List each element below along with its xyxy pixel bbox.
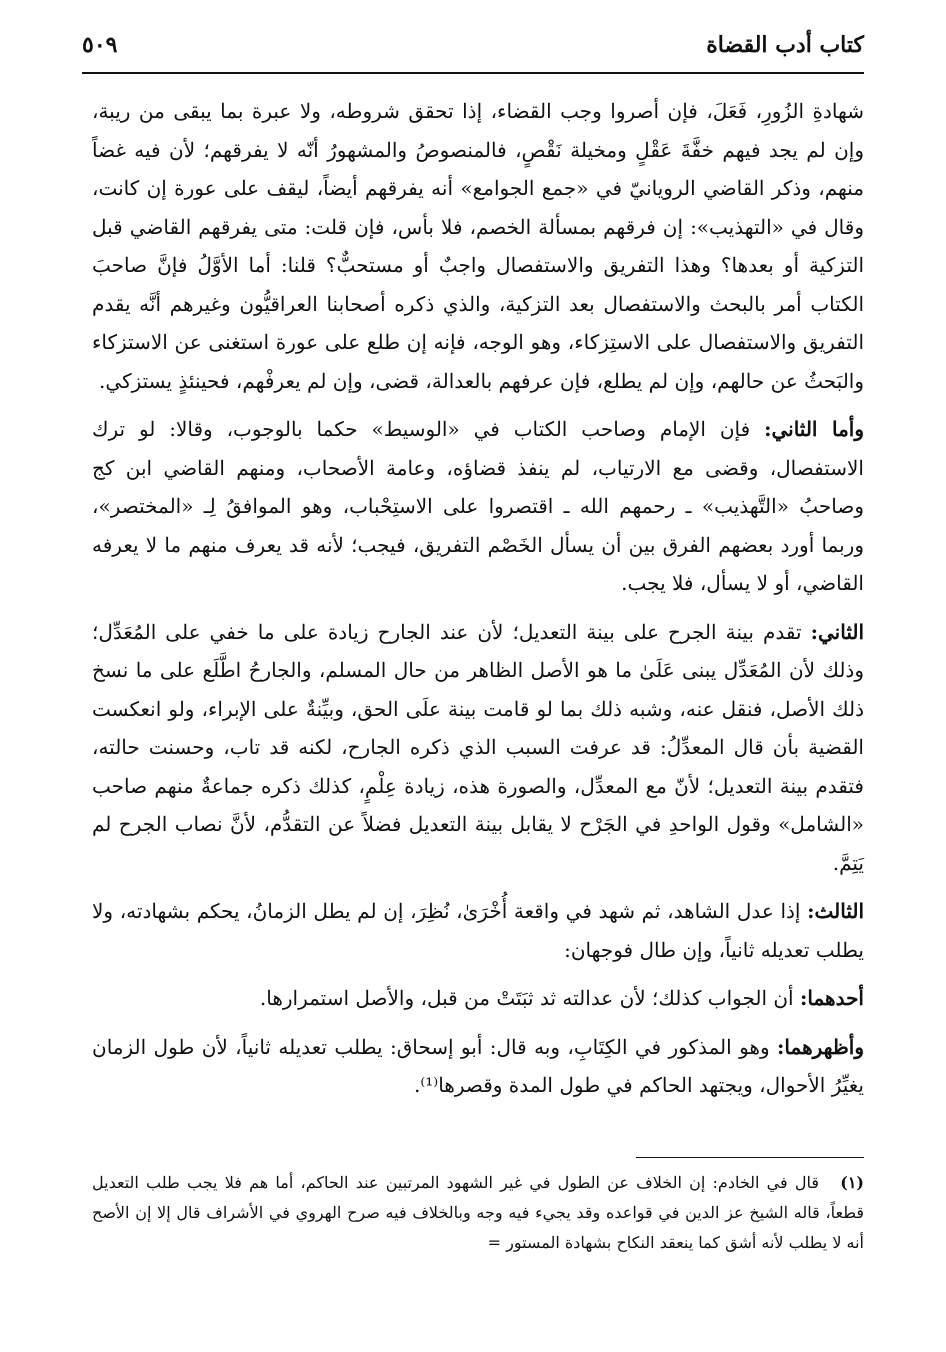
book-title: كتاب أدب القضاة [706,32,864,58]
paragraph-lead: وأظهرهما: [777,1034,865,1059]
paragraph-1 [92,92,864,400]
main-text [92,92,864,1115]
footnote [92,1168,864,1258]
paragraph-3 [92,613,864,883]
paragraph-text: شهادةِ الزُورِ، فَعَلَ، فإن أصروا وجب القضاء، إذا تحقق شروطه، ولا عبرة بما يبقى من ريبة، وإن لم يجد فيهم خفَّةَ عَقْلٍ ومخيلة نَقْصٍ، فالمنصوصُ والمشهورُ أنّه لا يفرقهم؛ لأن فيه غضاً منهم، وذكر القاضي الرويانيّ في «جمع الجوامع» أنه يفرقهم أيضاً، ليقف على عورة إن كانت، وقال في «التهذيب»: إن فرقهم بمسألة الخصم، فلا بأس، فإن قلت: متى يفرقهم القاضي قبل التزكية أو بعدها؟ وهذا التفريق والاستفصال واجبٌ أو مستحبٌّ؟ قلنا: أما الأوَّلُ فإنَّ صاحبَ الكتاب أمر بالبحث والاستفصال بعد التزكية، والذي ذكره أصحابنا العراقيُّون وغيرهم أنَّه يقدم التفريق والاستفصال على الاستِزكاء، وهو الوجه، فإنه إن طلع على عورة استغنى عن الاستزكاء والبَحثُ عن حالهم، وإن لم يطلع، فإن عرفهم بالعدالة، قضى، وإن لم يعرفْهم، فحينئذٍ يستزكي. [92,99,864,393]
paragraph-4 [92,892,864,969]
footnote-text: قال في الخادم: إن الخلاف عن الطول في غير الشهود المرتبين عند الحاكم، أما هم فلا يجب طلب التعديل قطعاً، قاله الشيخ عز الدين في قواعده وقد يجيء فيه وجه وبالخلاف فيه صرح الهروي في الأشراف قال إلا إن الأصح أنه لا يطلب لأنه أشق كما ينعقد النكاح بشهادة المستور = [92,1173,864,1252]
running-header [82,26,864,74]
paragraph-5 [92,979,864,1018]
paragraph-text: أن الجواب كذلك؛ لأن عدالته ثد ثبَتَتْ من قبل، والأصل استمرارها. [259,986,794,1010]
paragraph-lead: وأما الثاني: [764,417,864,441]
footnote-marker: (١) [840,1173,864,1192]
paragraph-text: فإن الإمام وصاحب الكتاب في «الوسيط» حكما بالوجوب، وقالا: لو ترك الاستفصال، وقضى مع الارتياب، لم ينفذ قضاؤه، وعامة الأصحاب، ومنهم القاضي ابن كج وصاحبُ «التَّهذيب» ـ رحمهم الله ـ اقتصروا على الاستِحْباب، وهو الموافقُ لِـ «المختصر»، وربما أورد بعضهم الفرق بين أن يسأل الخَصْم التفريق، فيجب؛ لأنه قد يعرف منهم ما لا يعرفه القاضي، أو لا يسأل، فلا يجب. [92,417,864,595]
footnote-divider [636,1157,864,1158]
paragraph-6 [92,1028,864,1105]
paragraph-text: تقدم بينة الجرح على بينة التعديل؛ لأن عند الجارح زيادة على ما خفي على المُعَدِّل؛ وذلك لأن المُعَدِّل يبنى عَلَىٰ ما هو الأصل الظاهر من حال المسلم، والجارحُ اطَّلَع على ما نسخ ذلك الأصل، فنقل عنه، وشبه ذلك بما لو قامت بينة علَى الحق، وبيِّنةٌ على الإبراء، ولو انعكست القضية بأن قال المعدِّلُ: قد عرفت السبب الذي ذكره الجارح، لكنه قد تاب، وحسنت حالته، فتقدم بينة التعديل؛ لأنّ مع المعدِّل، والصورة هذه، زيادة عِلْمٍ، كذلك ذكره جماعةٌ منهم صاحب «الشامل» وقول الواحدِ في الجَرْح لا يقابل بينة التعديل فضلاً عن التقدُّم، لأنَّ نصاب الجرح لم يَتِمَّ. [92,619,864,875]
paragraph-lead: أحدهما: [799,986,864,1010]
page-number: ٥٠٩ [82,32,118,58]
paragraph-text: وهو المذكور في الكِتَابِ، وبه قال: أبو إسحاق: يطلب تعديله ثانياً، لأن طول الزمان يغيِّرُ الأحوال، ويجتهد الحاكم في طول المدة وقصرها⁽¹⁾. [92,1034,864,1097]
paragraph-lead: الثالث: [807,899,865,923]
paragraph-text: إذا عدل الشاهد، ثم شهد في واقعة أُخْرَىٰ، نُظِرَ، إن لم يطل الزمانُ، يحكم بشهادته، ولا يطلب تعديله ثانياً، وإن طال فوجهان: [92,899,864,962]
paragraph-2 [92,410,864,603]
paragraph-lead: الثاني: [810,619,865,644]
